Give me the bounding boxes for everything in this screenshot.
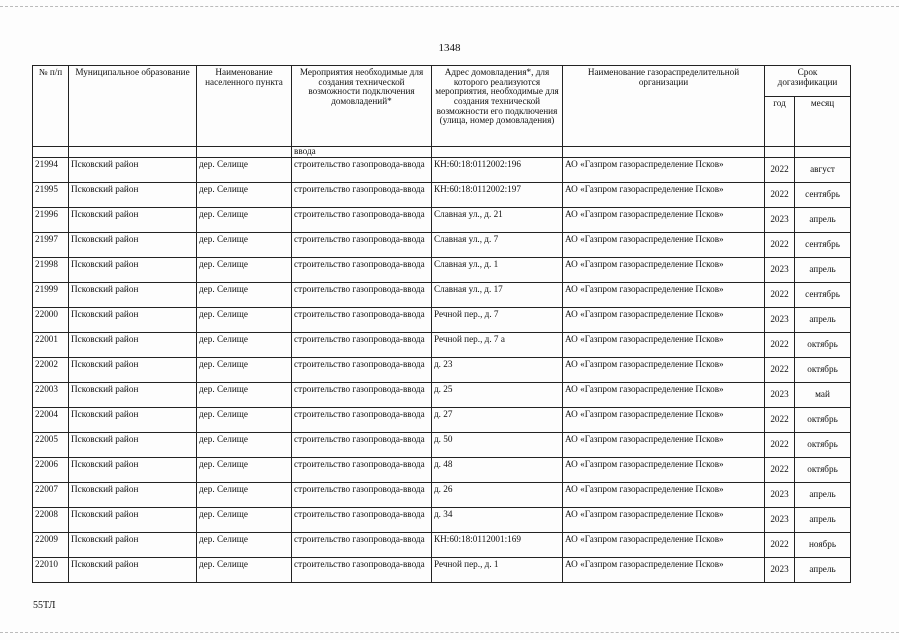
cell-organization: АО «Газпром газораспределение Псков» [563,283,765,308]
cell-year: 2022 [765,533,795,558]
cell-municipality: Псковский район [69,458,197,483]
cell-month: апрель [795,208,851,233]
cell-settlement: дер. Селище [197,533,292,558]
cell-municipality: Псковский район [69,508,197,533]
page-number: 1348 [438,42,461,54]
table-row [33,408,851,433]
cell-organization: АО «Газпром газораспределение Псков» [563,183,765,208]
cell-settlement: дер. Селище [197,433,292,458]
cell-month: апрель [795,483,851,508]
cell-organization: АО «Газпром газораспределение Псков» [563,383,765,408]
cell-settlement: дер. Селище [197,483,292,508]
cell-settlement: дер. Селище [197,458,292,483]
header-address: Адрес домовладения*, для которого реализуются мероприятия, необходимые для создания технической возможности его подключения (улица, номер домовладения) [432,66,563,147]
table-row [33,333,851,358]
cell-address: Славная ул., д. 7 [432,233,563,258]
table-row [33,308,851,333]
footer-code: 55ТЛ [33,600,56,611]
cell-settlement: дер. Селище [197,508,292,533]
table-row [33,383,851,408]
cell-municipality: Псковский район [69,258,197,283]
scan-edge-bottom [0,632,899,633]
table-row [33,233,851,258]
cell-address: д. 27 [432,408,563,433]
cell-address: Речной пер., д. 7 [432,308,563,333]
cell-event: строительство газопровода-ввода [292,208,432,233]
cell-month: октябрь [795,433,851,458]
table-body [33,147,851,583]
cell-year: 2022 [765,183,795,208]
cell-municipality: Псковский район [69,408,197,433]
cell-organization: АО «Газпром газораспределение Псков» [563,233,765,258]
cell-year: 2022 [765,158,795,183]
table-row [33,508,851,533]
cell-organization: АО «Газпром газораспределение Псков» [563,333,765,358]
cell-organization: АО «Газпром газораспределение Псков» [563,358,765,383]
cell-organization: АО «Газпром газораспределение Псков» [563,483,765,508]
cell-year: 2023 [765,258,795,283]
cell-municipality: Псковский район [69,533,197,558]
continuation-text: ввода [292,147,432,158]
cell-address: д. 23 [432,358,563,383]
cell-address: Славная ул., д. 1 [432,258,563,283]
cell-address: КН:60:18:0112002:197 [432,183,563,208]
cell-month: ноябрь [795,533,851,558]
cell-year: 2023 [765,483,795,508]
cell-address: д. 50 [432,433,563,458]
cell-address: д. 25 [432,383,563,408]
cell-month: апрель [795,258,851,283]
cell-municipality: Псковский район [69,558,197,583]
cell-event: строительство газопровода-ввода [292,183,432,208]
cell-event: строительство газопровода-ввода [292,158,432,183]
cell-event: строительство газопровода-ввода [292,483,432,508]
cell-year: 2023 [765,558,795,583]
header-municipality: Муниципальное образование [69,66,197,147]
cell-month: октябрь [795,408,851,433]
cell-num: 21999 [33,283,69,308]
cell-year: 2023 [765,308,795,333]
table-row [33,208,851,233]
cell-event: строительство газопровода-ввода [292,408,432,433]
cell-year: 2022 [765,458,795,483]
cell-address: Славная ул., д. 21 [432,208,563,233]
cell-organization: АО «Газпром газораспределение Псков» [563,533,765,558]
cell-num: 22001 [33,333,69,358]
cell-month: апрель [795,308,851,333]
header-year: год [765,97,795,147]
cell-num: 22009 [33,533,69,558]
cell-event: строительство газопровода-ввода [292,533,432,558]
table-row [33,183,851,208]
cell-organization: АО «Газпром газораспределение Псков» [563,433,765,458]
cell-event: строительство газопровода-ввода [292,333,432,358]
table-row [33,458,851,483]
cell-organization: АО «Газпром газораспределение Псков» [563,158,765,183]
table-row [33,483,851,508]
header-organization: Наименование газораспределительной организации [563,66,765,147]
cell-month: апрель [795,508,851,533]
cell-month: октябрь [795,333,851,358]
cell-year: 2022 [765,408,795,433]
cell-municipality: Псковский район [69,483,197,508]
cell-num: 21994 [33,158,69,183]
cell-municipality: Псковский район [69,283,197,308]
cell-settlement: дер. Селище [197,308,292,333]
cell-organization: АО «Газпром газораспределение Псков» [563,558,765,583]
header-term: Срок догазификации [765,66,851,97]
cell-num: 22000 [33,308,69,333]
cell-organization: АО «Газпром газораспределение Псков» [563,308,765,333]
cell-address: КН:60:18:0112001:169 [432,533,563,558]
table-row [33,258,851,283]
cell-settlement: дер. Селище [197,208,292,233]
cell-address: д. 48 [432,458,563,483]
cell-municipality: Псковский район [69,433,197,458]
cell-event: строительство газопровода-ввода [292,433,432,458]
cell-num: 22010 [33,558,69,583]
cell-municipality: Псковский район [69,183,197,208]
cell-municipality: Псковский район [69,358,197,383]
cell-num: 22007 [33,483,69,508]
cell-event: строительство газопровода-ввода [292,283,432,308]
cell-municipality: Псковский район [69,208,197,233]
cell-num: 22003 [33,383,69,408]
cell-settlement: дер. Селище [197,233,292,258]
cell-month: апрель [795,558,851,583]
cell-settlement: дер. Селище [197,383,292,408]
cell-event: строительство газопровода-ввода [292,308,432,333]
cell-month: май [795,383,851,408]
cell-settlement: дер. Селище [197,333,292,358]
cell-num: 22008 [33,508,69,533]
header-num: № п/п [33,66,69,147]
cell-organization: АО «Газпром газораспределение Псков» [563,408,765,433]
header-event: Мероприятия необходимые для создания технической возможности подключения домовладений* [292,66,432,147]
cell-organization: АО «Газпром газораспределение Псков» [563,458,765,483]
cell-num: 21997 [33,233,69,258]
cell-municipality: Псковский район [69,383,197,408]
cell-address: Славная ул., д. 17 [432,283,563,308]
cell-settlement: дер. Селище [197,158,292,183]
cell-event: строительство газопровода-ввода [292,508,432,533]
cell-municipality: Псковский район [69,233,197,258]
table-header [33,66,851,147]
cell-month: август [795,158,851,183]
cell-settlement: дер. Селище [197,283,292,308]
continuation-row [33,147,851,158]
cell-month: сентябрь [795,283,851,308]
cell-address: д. 34 [432,508,563,533]
cell-event: строительство газопровода-ввода [292,558,432,583]
scan-edge-top [0,6,899,7]
table-row [33,533,851,558]
cell-num: 22005 [33,433,69,458]
table-row [33,358,851,383]
cell-num: 21996 [33,208,69,233]
cell-event: строительство газопровода-ввода [292,358,432,383]
cell-year: 2022 [765,333,795,358]
cell-year: 2022 [765,233,795,258]
cell-event: строительство газопровода-ввода [292,458,432,483]
cell-month: сентябрь [795,183,851,208]
cell-organization: АО «Газпром газораспределение Псков» [563,508,765,533]
table-row [33,158,851,183]
cell-address: КН:60:18:0112002:196 [432,158,563,183]
cell-year: 2023 [765,383,795,408]
cell-organization: АО «Газпром газораспределение Псков» [563,208,765,233]
cell-municipality: Псковский район [69,158,197,183]
cell-address: д. 26 [432,483,563,508]
cell-settlement: дер. Селище [197,558,292,583]
cell-event: строительство газопровода-ввода [292,383,432,408]
cell-year: 2023 [765,208,795,233]
cell-num: 22004 [33,408,69,433]
table-row [33,558,851,583]
header-month: месяц [795,97,851,147]
cell-municipality: Псковский район [69,333,197,358]
cell-settlement: дер. Селище [197,408,292,433]
header-settlement: Наименование населенного пункта [197,66,292,147]
cell-month: октябрь [795,358,851,383]
cell-settlement: дер. Селище [197,183,292,208]
table-row [33,283,851,308]
cell-month: сентябрь [795,233,851,258]
cell-municipality: Псковский район [69,308,197,333]
cell-year: 2022 [765,433,795,458]
cell-num: 21998 [33,258,69,283]
table-row [33,433,851,458]
cell-year: 2022 [765,358,795,383]
cell-settlement: дер. Селище [197,358,292,383]
cell-settlement: дер. Селище [197,258,292,283]
cell-month: октябрь [795,458,851,483]
cell-address: Речной пер., д. 1 [432,558,563,583]
cell-num: 21995 [33,183,69,208]
cell-organization: АО «Газпром газораспределение Псков» [563,258,765,283]
cell-num: 22006 [33,458,69,483]
cell-num: 22002 [33,358,69,383]
gasification-table [32,65,851,583]
cell-event: строительство газопровода-ввода [292,258,432,283]
cell-year: 2022 [765,283,795,308]
cell-year: 2023 [765,508,795,533]
cell-address: Речной пер., д. 7 а [432,333,563,358]
cell-event: строительство газопровода-ввода [292,233,432,258]
